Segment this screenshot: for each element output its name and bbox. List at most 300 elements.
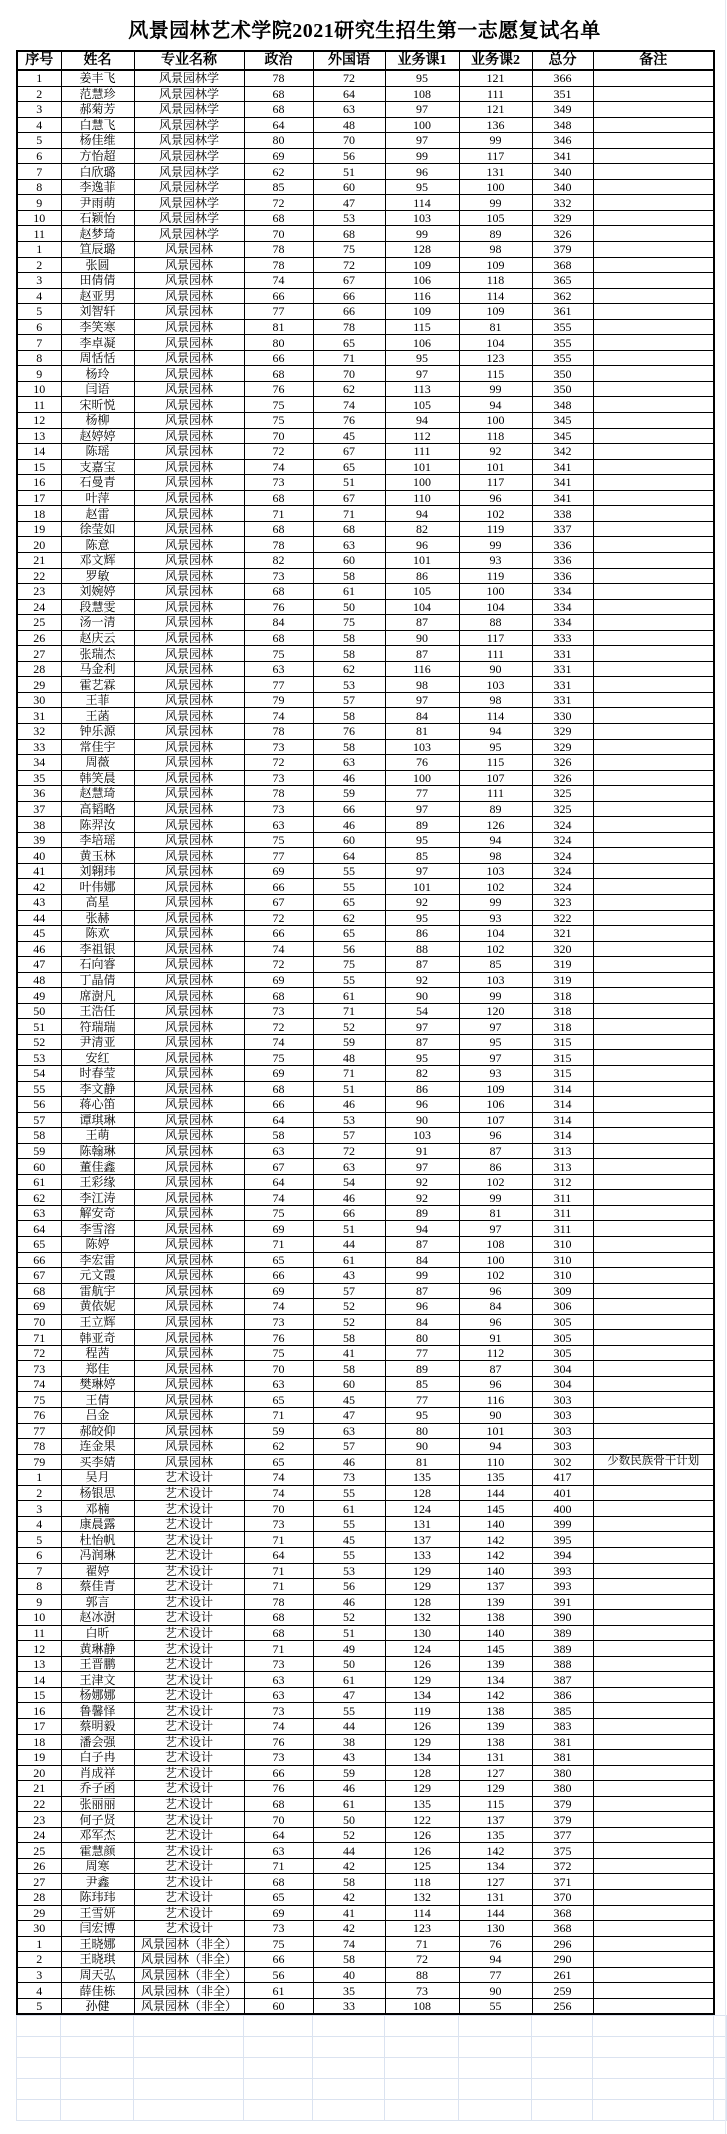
cell-remark [593, 1750, 714, 1766]
cell-course2: 140 [459, 1516, 532, 1532]
cell-major: 风景园林 [134, 1330, 244, 1346]
cell-course1: 97 [385, 1019, 459, 1035]
cell-foreign-language: 60 [313, 832, 385, 848]
cell-total: 305 [532, 1345, 593, 1361]
cell-remark [593, 1361, 714, 1377]
cell-name: 邓文辉 [61, 552, 134, 568]
table-row [17, 1485, 714, 1501]
cell-total: 256 [532, 1998, 593, 2014]
cell-total: 312 [532, 1174, 593, 1190]
cell-total: 305 [532, 1314, 593, 1330]
cell-name: 王倩 [61, 1392, 134, 1408]
cell-index: 26 [17, 630, 61, 646]
cell-index: 30 [17, 1921, 61, 1937]
cell-index: 13 [17, 428, 61, 444]
cell-course2: 98 [459, 242, 532, 258]
cell-total: 325 [532, 786, 593, 802]
table-row [17, 428, 714, 444]
cell-index: 24 [17, 599, 61, 615]
cell-name: 李笑寒 [61, 319, 134, 335]
cell-index: 61 [17, 1174, 61, 1190]
cell-index: 72 [17, 1345, 61, 1361]
cell-name: 连金果 [61, 1439, 134, 1455]
cell-course1: 97 [385, 366, 459, 382]
table-row [17, 1252, 714, 1268]
table-row [17, 1889, 714, 1905]
cell-course2: 104 [459, 599, 532, 615]
cell-course2: 118 [459, 428, 532, 444]
cell-name: 鲁馨怿 [61, 1703, 134, 1719]
cell-politics: 73 [244, 739, 313, 755]
cell-course2: 94 [459, 1952, 532, 1968]
cell-foreign-language: 43 [313, 1268, 385, 1284]
cell-major: 艺术设计 [134, 1547, 244, 1563]
cell-course1: 85 [385, 1376, 459, 1392]
cell-major: 风景园林 [134, 1221, 244, 1237]
table-row [17, 1143, 714, 1159]
cell-course2: 135 [459, 1827, 532, 1843]
cell-total: 340 [532, 164, 593, 180]
cell-politics: 63 [244, 1143, 313, 1159]
cell-politics: 78 [244, 257, 313, 273]
cell-politics: 78 [244, 1594, 313, 1610]
cell-course2: 114 [459, 288, 532, 304]
cell-remark [593, 1594, 714, 1610]
cell-remark [593, 397, 714, 413]
cell-foreign-language: 42 [313, 1858, 385, 1874]
cell-course2: 135 [459, 1470, 532, 1486]
cell-politics: 58 [244, 1128, 313, 1144]
cell-name: 买李婧 [61, 1454, 134, 1470]
cell-name: 蔡佳青 [61, 1579, 134, 1595]
cell-course1: 99 [385, 1268, 459, 1284]
cell-total: 371 [532, 1874, 593, 1890]
table-row [17, 1641, 714, 1657]
cell-foreign-language: 52 [313, 1314, 385, 1330]
table-row [17, 1237, 714, 1253]
cell-total: 259 [532, 1983, 593, 1999]
cell-foreign-language: 67 [313, 273, 385, 289]
cell-remark [593, 599, 714, 615]
cell-politics: 77 [244, 848, 313, 864]
table-row [17, 335, 714, 351]
cell-name: 高韬略 [61, 801, 134, 817]
cell-foreign-language: 52 [313, 1019, 385, 1035]
cell-remark [593, 1003, 714, 1019]
cell-politics: 66 [244, 926, 313, 942]
cell-total: 311 [532, 1205, 593, 1221]
cell-course2: 134 [459, 1672, 532, 1688]
cell-index: 23 [17, 584, 61, 600]
table-row [17, 117, 714, 133]
cell-remark [593, 1718, 714, 1734]
cell-course2: 96 [459, 490, 532, 506]
cell-course2: 91 [459, 1330, 532, 1346]
cell-index: 10 [17, 210, 61, 226]
cell-course2: 102 [459, 1268, 532, 1284]
cell-total: 303 [532, 1439, 593, 1455]
cell-index: 41 [17, 863, 61, 879]
cell-major: 艺术设计 [134, 1516, 244, 1532]
cell-course1: 103 [385, 210, 459, 226]
cell-course1: 100 [385, 475, 459, 491]
cell-course1: 128 [385, 1765, 459, 1781]
cell-name: 樊琳婷 [61, 1376, 134, 1392]
cell-politics: 73 [244, 1703, 313, 1719]
cell-index: 31 [17, 708, 61, 724]
cell-course1: 129 [385, 1579, 459, 1595]
cell-course2: 100 [459, 179, 532, 195]
cell-course2: 134 [459, 1858, 532, 1874]
cell-course1: 77 [385, 1345, 459, 1361]
cell-name: 符瑞瑞 [61, 1019, 134, 1035]
cell-major: 风景园林 [134, 708, 244, 724]
cell-remark [593, 1843, 714, 1859]
cell-foreign-language: 63 [313, 537, 385, 553]
column-header-course1: 业务课1 [385, 51, 459, 70]
cell-course1: 86 [385, 568, 459, 584]
cell-total: 341 [532, 490, 593, 506]
cell-course1: 124 [385, 1641, 459, 1657]
cell-course2: 104 [459, 335, 532, 351]
cell-course1: 137 [385, 1532, 459, 1548]
cell-remark [593, 941, 714, 957]
cell-index: 12 [17, 1641, 61, 1657]
cell-remark [593, 723, 714, 739]
cell-major: 风景园林（非全） [134, 1952, 244, 1968]
table-row [17, 1594, 714, 1610]
cell-total: 375 [532, 1843, 593, 1859]
cell-course1: 134 [385, 1750, 459, 1766]
cell-course2: 109 [459, 304, 532, 320]
cell-major: 风景园林 [134, 335, 244, 351]
cell-remark [593, 1563, 714, 1579]
cell-course1: 99 [385, 226, 459, 242]
cell-major: 风景园林学 [134, 133, 244, 149]
cell-name: 王立辉 [61, 1314, 134, 1330]
cell-foreign-language: 55 [313, 1547, 385, 1563]
cell-index: 38 [17, 817, 61, 833]
cell-total: 303 [532, 1392, 593, 1408]
cell-name: 白欣璐 [61, 164, 134, 180]
cell-course2: 99 [459, 381, 532, 397]
cell-politics: 72 [244, 444, 313, 460]
cell-name: 董佳鑫 [61, 1159, 134, 1175]
cell-index: 71 [17, 1330, 61, 1346]
cell-foreign-language: 66 [313, 288, 385, 304]
cell-foreign-language: 59 [313, 1765, 385, 1781]
cell-course2: 97 [459, 1221, 532, 1237]
table-row [17, 1330, 714, 1346]
cell-politics: 68 [244, 1625, 313, 1641]
cell-foreign-language: 76 [313, 723, 385, 739]
cell-course1: 112 [385, 428, 459, 444]
cell-index: 28 [17, 661, 61, 677]
cell-total: 323 [532, 894, 593, 910]
cell-foreign-language: 46 [313, 817, 385, 833]
cell-foreign-language: 55 [313, 1516, 385, 1532]
cell-course1: 86 [385, 926, 459, 942]
cell-politics: 68 [244, 1610, 313, 1626]
cell-major: 风景园林（非全） [134, 1998, 244, 2014]
cell-politics: 75 [244, 1205, 313, 1221]
table-row [17, 1625, 714, 1641]
cell-major: 风景园林 [134, 894, 244, 910]
cell-politics: 66 [244, 879, 313, 895]
cell-course1: 95 [385, 1408, 459, 1424]
cell-foreign-language: 53 [313, 1112, 385, 1128]
table-row [17, 1128, 714, 1144]
cell-index: 57 [17, 1112, 61, 1128]
cell-politics: 75 [244, 1936, 313, 1952]
cell-total: 366 [532, 70, 593, 86]
cell-foreign-language: 75 [313, 615, 385, 631]
cell-remark [593, 1936, 714, 1952]
table-row [17, 195, 714, 211]
cell-course2: 111 [459, 86, 532, 102]
cell-politics: 73 [244, 1921, 313, 1937]
cell-total: 399 [532, 1516, 593, 1532]
cell-foreign-language: 56 [313, 941, 385, 957]
cell-major: 艺术设计 [134, 1921, 244, 1937]
cell-major: 风景园林 [134, 1376, 244, 1392]
cell-remark [593, 957, 714, 973]
cell-foreign-language: 72 [313, 257, 385, 273]
cell-course2: 142 [459, 1547, 532, 1563]
cell-index: 19 [17, 521, 61, 537]
cell-politics: 72 [244, 755, 313, 771]
cell-course1: 94 [385, 506, 459, 522]
cell-index: 44 [17, 910, 61, 926]
cell-course2: 117 [459, 475, 532, 491]
table-row [17, 926, 714, 942]
cell-total: 313 [532, 1143, 593, 1159]
cell-course2: 144 [459, 1485, 532, 1501]
table-row [17, 1034, 714, 1050]
cell-remark [593, 1765, 714, 1781]
cell-remark [593, 1112, 714, 1128]
cell-index: 16 [17, 1703, 61, 1719]
cell-politics: 63 [244, 661, 313, 677]
cell-total: 331 [532, 661, 593, 677]
cell-foreign-language: 75 [313, 242, 385, 258]
cell-course1: 97 [385, 102, 459, 118]
cell-foreign-language: 73 [313, 1470, 385, 1486]
cell-total: 370 [532, 1889, 593, 1905]
cell-foreign-language: 51 [313, 1221, 385, 1237]
cell-index: 23 [17, 1812, 61, 1828]
column-header-remark: 备注 [593, 51, 714, 70]
cell-foreign-language: 58 [313, 1952, 385, 1968]
cell-course2: 95 [459, 739, 532, 755]
cell-course2: 109 [459, 1081, 532, 1097]
empty-row [17, 2016, 727, 2037]
cell-politics: 74 [244, 708, 313, 724]
table-row [17, 475, 714, 491]
cell-major: 艺术设计 [134, 1485, 244, 1501]
cell-total: 314 [532, 1081, 593, 1097]
cell-name: 陈羿汝 [61, 817, 134, 833]
cell-name: 赵亚男 [61, 288, 134, 304]
cell-index: 46 [17, 941, 61, 957]
cell-remark [593, 179, 714, 195]
cell-total: 303 [532, 1423, 593, 1439]
cell-major: 风景园林 [134, 848, 244, 864]
cell-name: 姜丰飞 [61, 70, 134, 86]
cell-name: 黄琳静 [61, 1641, 134, 1657]
cell-index: 50 [17, 1003, 61, 1019]
cell-politics: 70 [244, 1361, 313, 1377]
table-row [17, 1718, 714, 1734]
cell-name: 范慧珍 [61, 86, 134, 102]
cell-name: 赵庆云 [61, 630, 134, 646]
cell-foreign-language: 58 [313, 1874, 385, 1890]
cell-index: 25 [17, 1843, 61, 1859]
cell-major: 风景园林 [134, 988, 244, 1004]
cell-major: 风景园林 [134, 273, 244, 289]
cell-index: 58 [17, 1128, 61, 1144]
cell-major: 风景园林学 [134, 86, 244, 102]
cell-index: 20 [17, 537, 61, 553]
table-row [17, 1376, 714, 1392]
cell-total: 345 [532, 413, 593, 429]
cell-index: 1 [17, 70, 61, 86]
cell-course1: 132 [385, 1889, 459, 1905]
cell-remark [593, 1501, 714, 1517]
cell-course2: 126 [459, 817, 532, 833]
cell-total: 333 [532, 630, 593, 646]
cell-name: 席澍凡 [61, 988, 134, 1004]
cell-course2: 90 [459, 1983, 532, 1999]
cell-remark [593, 1330, 714, 1346]
cell-total: 318 [532, 1019, 593, 1035]
cell-index: 17 [17, 490, 61, 506]
column-header-politics: 政治 [244, 51, 313, 70]
cell-name: 李培瑶 [61, 832, 134, 848]
cell-politics: 63 [244, 1843, 313, 1859]
cell-course2: 117 [459, 630, 532, 646]
cell-remark [593, 1812, 714, 1828]
cell-foreign-language: 57 [313, 1439, 385, 1455]
cell-politics: 73 [244, 1656, 313, 1672]
cell-remark [593, 1532, 714, 1548]
cell-foreign-language: 46 [313, 1781, 385, 1797]
cell-major: 风景园林 [134, 646, 244, 662]
cell-major: 风景园林 [134, 1361, 244, 1377]
cell-total: 350 [532, 381, 593, 397]
cell-major: 风景园林 [134, 755, 244, 771]
cell-course2: 121 [459, 70, 532, 86]
cell-major: 风景园林 [134, 413, 244, 429]
cell-remark [593, 1159, 714, 1175]
cell-total: 329 [532, 210, 593, 226]
cell-politics: 72 [244, 957, 313, 973]
cell-politics: 74 [244, 1299, 313, 1315]
cell-remark [593, 1967, 714, 1983]
column-header-name: 姓名 [61, 51, 134, 70]
cell-total: 318 [532, 988, 593, 1004]
cell-remark [593, 1827, 714, 1843]
table-row [17, 1843, 714, 1859]
cell-politics: 82 [244, 552, 313, 568]
cell-name: 笪辰璐 [61, 242, 134, 258]
cell-course2: 94 [459, 832, 532, 848]
cell-major: 艺术设计 [134, 1781, 244, 1797]
table-row [17, 988, 714, 1004]
cell-foreign-language: 47 [313, 1687, 385, 1703]
cell-foreign-language: 60 [313, 552, 385, 568]
cell-politics: 68 [244, 366, 313, 382]
cell-index: 32 [17, 723, 61, 739]
cell-politics: 70 [244, 1812, 313, 1828]
cell-remark [593, 661, 714, 677]
cell-total: 311 [532, 1190, 593, 1206]
cell-foreign-language: 44 [313, 1843, 385, 1859]
cell-foreign-language: 50 [313, 1656, 385, 1672]
cell-name: 蒋心笛 [61, 1097, 134, 1113]
cell-name: 周恬恬 [61, 350, 134, 366]
cell-remark [593, 972, 714, 988]
cell-index: 12 [17, 413, 61, 429]
cell-remark [593, 102, 714, 118]
cell-index: 5 [17, 1998, 61, 2014]
table-row [17, 1547, 714, 1563]
cell-course1: 99 [385, 148, 459, 164]
cell-course2: 102 [459, 879, 532, 895]
cell-name: 张赫 [61, 910, 134, 926]
cell-index: 63 [17, 1205, 61, 1221]
empty-row [17, 2058, 727, 2079]
cell-name: 赵梦琦 [61, 226, 134, 242]
cell-remark [593, 1703, 714, 1719]
cell-foreign-language: 75 [313, 957, 385, 973]
cell-course1: 133 [385, 1547, 459, 1563]
cell-total: 381 [532, 1750, 593, 1766]
table-row [17, 863, 714, 879]
cell-remark [593, 817, 714, 833]
cell-remark [593, 257, 714, 273]
cell-course2: 138 [459, 1703, 532, 1719]
cell-politics: 74 [244, 459, 313, 475]
cell-name: 徐莹如 [61, 521, 134, 537]
cell-remark [593, 304, 714, 320]
cell-remark [593, 1066, 714, 1082]
cell-course1: 87 [385, 957, 459, 973]
cell-course1: 84 [385, 1252, 459, 1268]
cell-total: 386 [532, 1687, 593, 1703]
table-row [17, 661, 714, 677]
cell-name: 赵雷 [61, 506, 134, 522]
cell-course1: 90 [385, 988, 459, 1004]
cell-politics: 68 [244, 1796, 313, 1812]
cell-total: 325 [532, 801, 593, 817]
cell-remark [593, 1734, 714, 1750]
cell-course1: 128 [385, 1485, 459, 1501]
cell-foreign-language: 65 [313, 926, 385, 942]
cell-politics: 69 [244, 1905, 313, 1921]
cell-politics: 74 [244, 1718, 313, 1734]
cell-major: 风景园林 [134, 817, 244, 833]
cell-total: 319 [532, 957, 593, 973]
cell-major: 艺术设计 [134, 1905, 244, 1921]
cell-remark [593, 86, 714, 102]
cell-politics: 74 [244, 1470, 313, 1486]
cell-major: 风景园林 [134, 957, 244, 973]
cell-course2: 136 [459, 117, 532, 133]
table-row [17, 1314, 714, 1330]
cell-remark [593, 350, 714, 366]
cell-politics: 69 [244, 1066, 313, 1082]
